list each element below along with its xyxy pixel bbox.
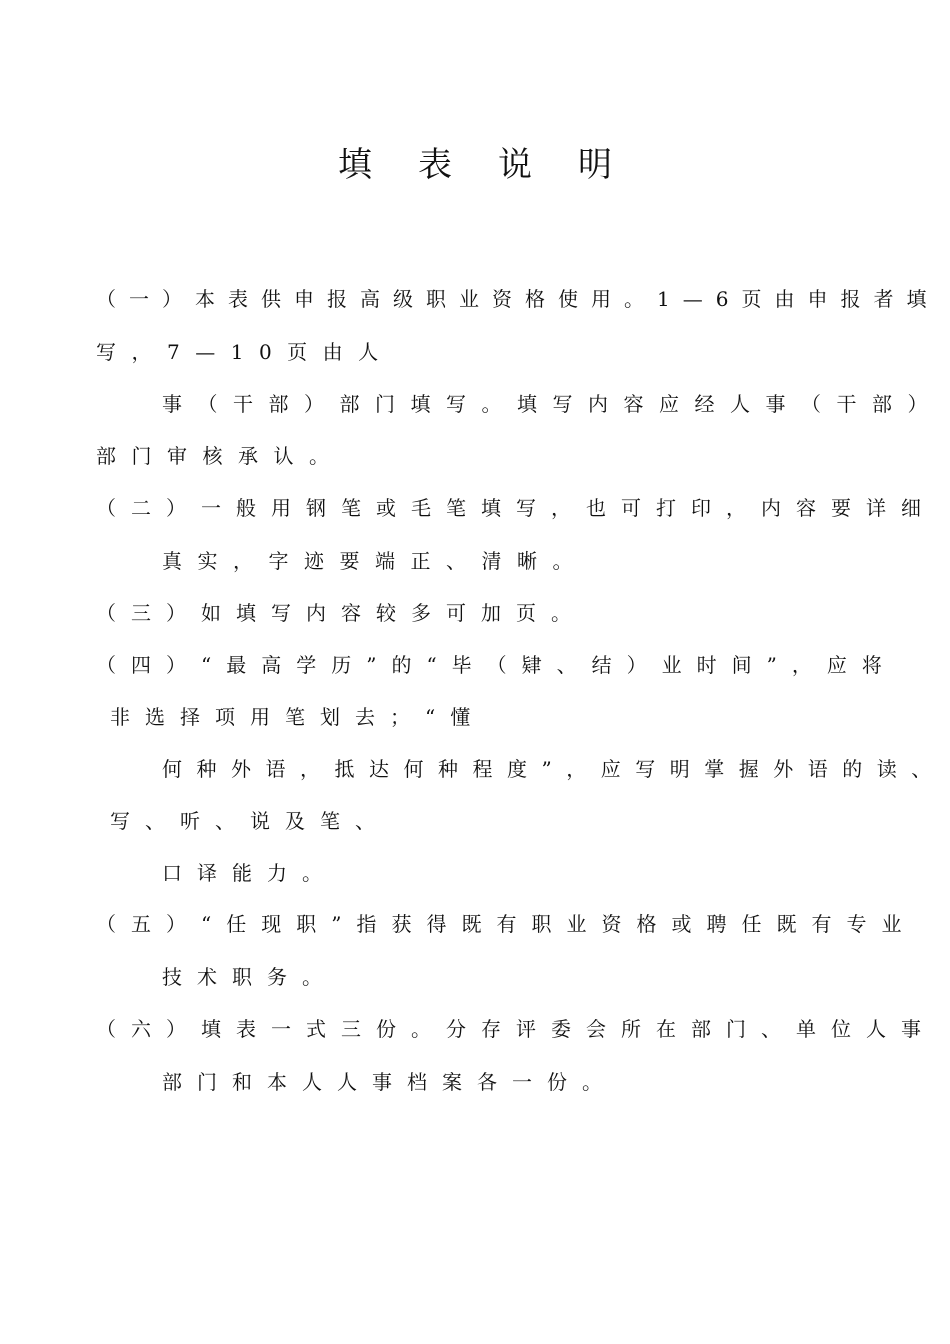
instruction-line: 事（干部）部门填写。填写内容应经人事（干部）: [162, 392, 943, 416]
instruction-line: （三）如填写内容较多可加页。: [96, 601, 586, 625]
instruction-line: 非选择项用笔划去；“懂: [110, 705, 486, 729]
instruction-line: （二）一般用钢笔或毛笔填写，也可打印，内容要详细: [96, 496, 936, 520]
instruction-line: （五）“任现职”指获得既有职业资格或聘任既有专业: [96, 912, 917, 936]
instruction-line: 口译能力。: [162, 861, 337, 885]
instruction-line: 部门和本人人事档案各一份。: [162, 1070, 617, 1094]
instruction-line: （一）本表供申报高级职业资格使用。1—6页由申报者填: [96, 287, 940, 311]
instruction-line: 部门审核承认。: [96, 444, 345, 468]
instruction-line: 写、听、说及笔、: [110, 809, 390, 833]
instruction-line: 真实，字迹要端正、清晰。: [162, 549, 588, 573]
instruction-line: 写，7—10页由人: [96, 340, 394, 364]
instruction-line: 技术职务。: [162, 965, 337, 989]
page-title: 填表说明: [338, 145, 658, 185]
instruction-line: （四）“最高学历”的“毕（肄、结）业时间”，应将: [96, 653, 897, 677]
instruction-line: 何种外语，抵达何种程度”，应写明掌握外语的读、: [162, 757, 946, 781]
instruction-line: （六）填表一式三份。分存评委会所在部门、单位人事: [96, 1017, 936, 1041]
